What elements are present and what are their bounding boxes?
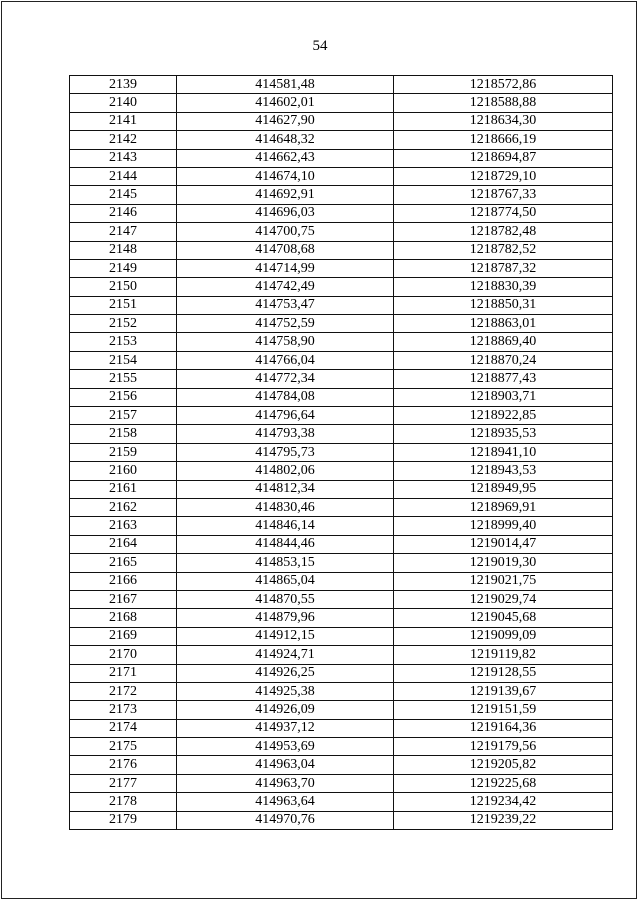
x-coordinate-cell: 414870,55 (177, 590, 394, 608)
table-row (70, 204, 613, 222)
point-number-cell: 2157 (70, 407, 177, 425)
y-coordinate-cell: 1218935,53 (394, 425, 613, 443)
point-number-cell: 2177 (70, 774, 177, 792)
table-row (70, 517, 613, 535)
point-number-cell: 2163 (70, 517, 177, 535)
table-row (70, 572, 613, 590)
table-row (70, 167, 613, 185)
x-coordinate-cell: 414766,04 (177, 351, 394, 369)
x-coordinate-cell: 414970,76 (177, 811, 394, 829)
table-row (70, 590, 613, 608)
point-number-cell: 2155 (70, 370, 177, 388)
point-number-cell: 2145 (70, 186, 177, 204)
point-number-cell: 2156 (70, 388, 177, 406)
x-coordinate-cell: 414752,59 (177, 315, 394, 333)
table-row (70, 223, 613, 241)
point-number-cell: 2167 (70, 590, 177, 608)
point-number-cell: 2159 (70, 443, 177, 461)
x-coordinate-cell: 414700,75 (177, 223, 394, 241)
x-coordinate-cell: 414772,34 (177, 370, 394, 388)
table-row (70, 682, 613, 700)
table-row (70, 131, 613, 149)
point-number-cell: 2149 (70, 259, 177, 277)
y-coordinate-cell: 1218922,85 (394, 407, 613, 425)
table-row (70, 241, 613, 259)
table-row (70, 793, 613, 811)
x-coordinate-cell: 414953,69 (177, 738, 394, 756)
x-coordinate-cell: 414830,46 (177, 498, 394, 516)
y-coordinate-cell: 1218870,24 (394, 351, 613, 369)
x-coordinate-cell: 414812,34 (177, 480, 394, 498)
y-coordinate-cell: 1219179,56 (394, 738, 613, 756)
x-coordinate-cell: 414844,46 (177, 535, 394, 553)
y-coordinate-cell: 1218767,33 (394, 186, 613, 204)
point-number-cell: 2165 (70, 554, 177, 572)
y-coordinate-cell: 1219205,82 (394, 756, 613, 774)
point-number-cell: 2152 (70, 315, 177, 333)
y-coordinate-cell: 1218729,10 (394, 167, 613, 185)
y-coordinate-cell: 1219151,59 (394, 701, 613, 719)
x-coordinate-cell: 414784,08 (177, 388, 394, 406)
table-row (70, 186, 613, 204)
table-row (70, 535, 613, 553)
y-coordinate-cell: 1219014,47 (394, 535, 613, 553)
point-number-cell: 2147 (70, 223, 177, 241)
x-coordinate-cell: 414696,03 (177, 204, 394, 222)
table-row (70, 738, 613, 756)
table-row (70, 498, 613, 516)
x-coordinate-cell: 414926,09 (177, 701, 394, 719)
y-coordinate-cell: 1219225,68 (394, 774, 613, 792)
table-row (70, 443, 613, 461)
y-coordinate-cell: 1219164,36 (394, 719, 613, 737)
y-coordinate-cell: 1218949,95 (394, 480, 613, 498)
table-row (70, 756, 613, 774)
point-number-cell: 2151 (70, 296, 177, 314)
x-coordinate-cell: 414963,70 (177, 774, 394, 792)
x-coordinate-cell: 414627,90 (177, 112, 394, 130)
point-number-cell: 2179 (70, 811, 177, 829)
table-row (70, 94, 613, 112)
table-row (70, 425, 613, 443)
point-number-cell: 2148 (70, 241, 177, 259)
point-number-cell: 2158 (70, 425, 177, 443)
page-number: 54 (312, 38, 328, 54)
point-number-cell: 2154 (70, 351, 177, 369)
y-coordinate-cell: 1219239,22 (394, 811, 613, 829)
point-number-cell: 2164 (70, 535, 177, 553)
y-coordinate-cell: 1218850,31 (394, 296, 613, 314)
y-coordinate-cell: 1218969,91 (394, 498, 613, 516)
table-row (70, 259, 613, 277)
y-coordinate-cell: 1218634,30 (394, 112, 613, 130)
point-number-cell: 2160 (70, 462, 177, 480)
x-coordinate-cell: 414937,12 (177, 719, 394, 737)
x-coordinate-cell: 414963,64 (177, 793, 394, 811)
y-coordinate-cell: 1219045,68 (394, 609, 613, 627)
x-coordinate-cell: 414581,48 (177, 76, 394, 94)
y-coordinate-cell: 1219139,67 (394, 682, 613, 700)
y-coordinate-cell: 1218774,50 (394, 204, 613, 222)
y-coordinate-cell: 1218787,32 (394, 259, 613, 277)
y-coordinate-cell: 1218877,43 (394, 370, 613, 388)
x-coordinate-cell: 414648,32 (177, 131, 394, 149)
table-row (70, 719, 613, 737)
table-row (70, 462, 613, 480)
table-row (70, 407, 613, 425)
y-coordinate-cell: 1218869,40 (394, 333, 613, 351)
x-coordinate-cell: 414753,47 (177, 296, 394, 314)
table-row (70, 296, 613, 314)
coordinates-table-body (70, 76, 613, 830)
x-coordinate-cell: 414865,04 (177, 572, 394, 590)
x-coordinate-cell: 414802,06 (177, 462, 394, 480)
table-row (70, 370, 613, 388)
y-coordinate-cell: 1218941,10 (394, 443, 613, 461)
y-coordinate-cell: 1219099,09 (394, 627, 613, 645)
point-number-cell: 2175 (70, 738, 177, 756)
y-coordinate-cell: 1218863,01 (394, 315, 613, 333)
table-row (70, 149, 613, 167)
point-number-cell: 2173 (70, 701, 177, 719)
table-row (70, 480, 613, 498)
point-number-cell: 2150 (70, 278, 177, 296)
x-coordinate-cell: 414853,15 (177, 554, 394, 572)
x-coordinate-cell: 414714,99 (177, 259, 394, 277)
point-number-cell: 2169 (70, 627, 177, 645)
x-coordinate-cell: 414926,25 (177, 664, 394, 682)
y-coordinate-cell: 1218694,87 (394, 149, 613, 167)
x-coordinate-cell: 414692,91 (177, 186, 394, 204)
table-row (70, 811, 613, 829)
x-coordinate-cell: 414912,15 (177, 627, 394, 645)
x-coordinate-cell: 414963,04 (177, 756, 394, 774)
y-coordinate-cell: 1218782,52 (394, 241, 613, 259)
coordinates-table (69, 75, 613, 830)
table-row (70, 388, 613, 406)
point-number-cell: 2161 (70, 480, 177, 498)
table-row (70, 701, 613, 719)
x-coordinate-cell: 414793,38 (177, 425, 394, 443)
y-coordinate-cell: 1219029,74 (394, 590, 613, 608)
x-coordinate-cell: 414796,64 (177, 407, 394, 425)
y-coordinate-cell: 1218999,40 (394, 517, 613, 535)
point-number-cell: 2141 (70, 112, 177, 130)
point-number-cell: 2171 (70, 664, 177, 682)
x-coordinate-cell: 414846,14 (177, 517, 394, 535)
y-coordinate-cell: 1219019,30 (394, 554, 613, 572)
point-number-cell: 2174 (70, 719, 177, 737)
y-coordinate-cell: 1219128,55 (394, 664, 613, 682)
x-coordinate-cell: 414674,10 (177, 167, 394, 185)
table-row (70, 774, 613, 792)
x-coordinate-cell: 414795,73 (177, 443, 394, 461)
table-row (70, 554, 613, 572)
point-number-cell: 2176 (70, 756, 177, 774)
x-coordinate-cell: 414924,71 (177, 646, 394, 664)
table-row (70, 351, 613, 369)
point-number-cell: 2170 (70, 646, 177, 664)
x-coordinate-cell: 414602,01 (177, 94, 394, 112)
y-coordinate-cell: 1218588,88 (394, 94, 613, 112)
table-row (70, 278, 613, 296)
y-coordinate-cell: 1218903,71 (394, 388, 613, 406)
x-coordinate-cell: 414662,43 (177, 149, 394, 167)
y-coordinate-cell: 1218782,48 (394, 223, 613, 241)
point-number-cell: 2144 (70, 167, 177, 185)
point-number-cell: 2168 (70, 609, 177, 627)
y-coordinate-cell: 1219021,75 (394, 572, 613, 590)
y-coordinate-cell: 1218830,39 (394, 278, 613, 296)
point-number-cell: 2153 (70, 333, 177, 351)
y-coordinate-cell: 1219234,42 (394, 793, 613, 811)
y-coordinate-cell: 1218943,53 (394, 462, 613, 480)
x-coordinate-cell: 414758,90 (177, 333, 394, 351)
point-number-cell: 2140 (70, 94, 177, 112)
x-coordinate-cell: 414742,49 (177, 278, 394, 296)
table-row (70, 76, 613, 94)
point-number-cell: 2172 (70, 682, 177, 700)
x-coordinate-cell: 414708,68 (177, 241, 394, 259)
point-number-cell: 2142 (70, 131, 177, 149)
table-row (70, 664, 613, 682)
x-coordinate-cell: 414925,38 (177, 682, 394, 700)
y-coordinate-cell: 1218572,86 (394, 76, 613, 94)
point-number-cell: 2139 (70, 76, 177, 94)
y-coordinate-cell: 1218666,19 (394, 131, 613, 149)
table-row (70, 609, 613, 627)
point-number-cell: 2146 (70, 204, 177, 222)
table-row (70, 333, 613, 351)
point-number-cell: 2166 (70, 572, 177, 590)
point-number-cell: 2162 (70, 498, 177, 516)
point-number-cell: 2143 (70, 149, 177, 167)
y-coordinate-cell: 1219119,82 (394, 646, 613, 664)
table-row (70, 646, 613, 664)
table-row (70, 112, 613, 130)
table-row (70, 627, 613, 645)
point-number-cell: 2178 (70, 793, 177, 811)
x-coordinate-cell: 414879,96 (177, 609, 394, 627)
table-row (70, 315, 613, 333)
